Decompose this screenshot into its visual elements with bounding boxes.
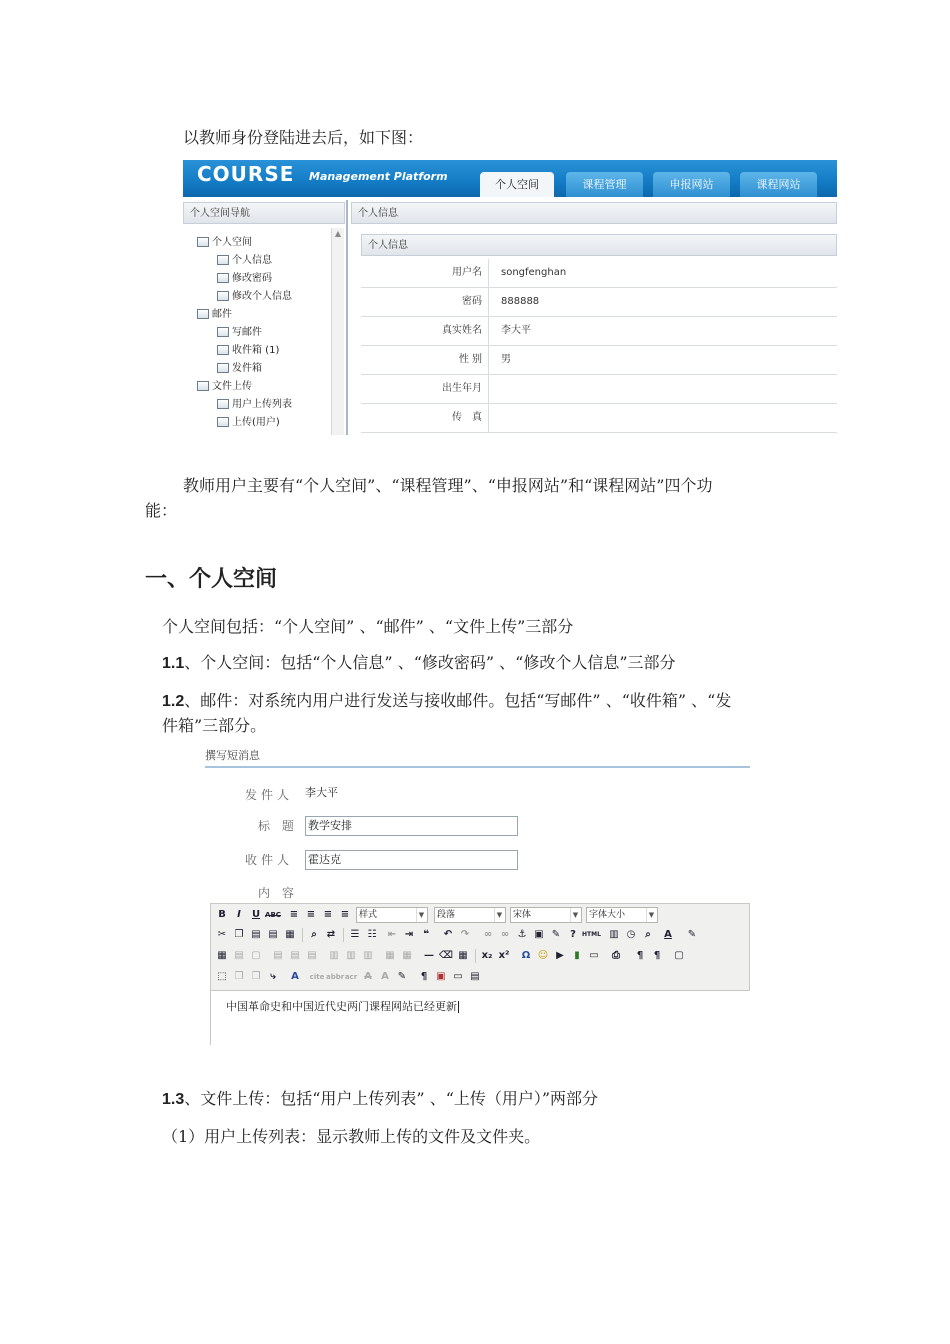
pagebreak-icon[interactable]: ▤ <box>470 971 480 982</box>
item-1-3-sub: （1）用户上传列表：显示教师上传的文件及文件夹。 <box>162 1127 541 1146</box>
field-value: 李大平 <box>501 325 531 336</box>
features-text-line1: 教师用户主要有“个人空间”、“课程管理”、“申报网站”和“课程网站”四个功 <box>183 476 713 495</box>
field-label: 传 真 <box>361 404 489 432</box>
item-number: 1.2 <box>162 693 185 710</box>
field-value: songfenghan <box>501 267 567 278</box>
styleprops-icon[interactable]: A <box>291 971 299 982</box>
tree-node-icon <box>217 291 229 301</box>
font-color-icon[interactable]: A <box>664 929 672 940</box>
dropdown-arrow-icon: ▼ <box>570 908 580 922</box>
tree-node-icon <box>217 345 229 355</box>
iespell-icon[interactable]: ▭ <box>589 950 599 961</box>
field-label: 密码 <box>361 288 489 316</box>
underline-icon[interactable]: U <box>251 909 261 920</box>
field-label: 真实姓名 <box>361 317 489 345</box>
info-row <box>361 259 837 288</box>
platform-banner <box>183 160 837 197</box>
subject-input[interactable]: 教学安排 <box>305 816 518 836</box>
layer-backward-icon[interactable]: ❐ <box>251 971 261 982</box>
blockquote-icon[interactable]: ❝ <box>423 929 429 940</box>
unlink-icon[interactable]: ∞ <box>500 929 510 940</box>
table-cell-icon[interactable]: ▢ <box>251 950 261 961</box>
item-1-2-line1: 1.2、邮件：对系统内用户进行发送与接收邮件。包括“写邮件” 、“收件箱” 、“发 <box>162 691 732 710</box>
tree-item[interactable]: 写邮件 <box>217 324 262 342</box>
info-row <box>361 288 837 317</box>
row-before-icon[interactable]: ▤ <box>273 950 283 961</box>
tree-node-icon <box>217 273 229 283</box>
special-char-icon[interactable]: Ω <box>521 950 531 961</box>
layer-insert-icon[interactable]: ⬚ <box>217 971 227 982</box>
cite-icon[interactable]: cite <box>309 973 325 981</box>
nav-panel-title: 个人空间导航 <box>183 202 345 224</box>
tree-item[interactable]: 个人信息 <box>217 252 272 270</box>
item-number: 1.1 <box>162 655 185 672</box>
compose-title: 撰写短消息 <box>205 749 260 762</box>
info-row <box>361 404 837 433</box>
align-justify-icon[interactable]: ≡ <box>340 909 350 920</box>
subject-label: 标 题 <box>258 819 298 833</box>
field-label: 出生年月 <box>361 375 489 403</box>
acronym-icon[interactable]: acr <box>344 973 358 981</box>
content-panel-title: 个人信息 <box>351 202 837 224</box>
align-center-icon[interactable]: ≡ <box>306 909 316 920</box>
help-icon[interactable]: ? <box>570 929 576 940</box>
layer-forward-icon[interactable]: ❐ <box>234 971 244 982</box>
rtl-icon[interactable]: ¶ <box>653 950 661 961</box>
html-icon[interactable]: HTML <box>582 931 601 938</box>
format-select[interactable]: 段落 ▼ <box>434 907 506 923</box>
paste-icon[interactable]: ▤ <box>251 929 261 940</box>
tree-item[interactable]: 收件箱 (1) <box>217 342 279 360</box>
style-select[interactable]: 样式 ▼ <box>356 907 428 923</box>
content-label: 内 容 <box>258 886 298 900</box>
col-after-icon[interactable]: ▥ <box>346 950 356 961</box>
recipient-input[interactable]: 霍达克 <box>305 850 518 870</box>
tree-node-icon <box>197 381 209 391</box>
ins-icon[interactable]: A <box>381 971 389 982</box>
del-icon[interactable]: A <box>364 971 372 982</box>
table-insert-icon[interactable]: ▦ <box>217 950 227 961</box>
tab-course-site[interactable]: 课程网站 <box>740 172 817 197</box>
find-icon[interactable]: ⌕ <box>311 929 317 940</box>
info-row <box>361 317 837 346</box>
intro-text: 以教师身份登陆进去后，如下图： <box>183 128 424 147</box>
tree-item[interactable]: 文件上传 <box>197 378 252 396</box>
delete-col-icon[interactable]: ▥ <box>363 950 373 961</box>
tree-node-icon <box>197 309 209 319</box>
tree-item[interactable]: 个人空间 <box>197 234 252 252</box>
numbered-list-icon[interactable]: ☷ <box>367 929 377 940</box>
tab-apply-site[interactable]: 申报网站 <box>653 172 730 197</box>
section-description: 个人空间包括：“个人空间” 、“邮件” 、“文件上传”三部分 <box>162 617 574 636</box>
tree-node-icon <box>217 363 229 373</box>
align-right-icon[interactable]: ≡ <box>323 909 333 920</box>
editor-content-area[interactable] <box>210 991 750 1045</box>
remove-format-icon[interactable]: ⌫ <box>438 950 454 961</box>
scroll-up-icon[interactable]: ▲ <box>334 229 342 238</box>
text-caret <box>458 1001 459 1013</box>
highlight-icon[interactable]: ✎ <box>687 929 697 940</box>
template-icon[interactable]: ▭ <box>453 971 463 982</box>
dropdown-arrow-icon: ▼ <box>416 908 426 922</box>
bullet-list-icon[interactable]: ☰ <box>350 929 360 940</box>
image-icon[interactable]: ▣ <box>534 929 544 940</box>
bold-icon[interactable]: B <box>218 909 226 920</box>
tree-item[interactable]: 发件箱 <box>217 360 262 378</box>
nav-scrollbar[interactable] <box>331 228 344 435</box>
anchor-icon[interactable]: ⚓ <box>517 929 527 940</box>
indent-icon[interactable]: ⇥ <box>404 929 414 940</box>
col-before-icon[interactable]: ▥ <box>329 950 339 961</box>
info-section-title: 个人信息 <box>361 234 837 256</box>
panel-divider <box>346 200 348 435</box>
title-underline <box>205 766 750 768</box>
size-select[interactable]: 字体大小 ▼ <box>586 907 658 923</box>
platform-screenshot <box>183 160 837 435</box>
sender-value: 李大平 <box>305 786 338 799</box>
tree-node-icon <box>217 327 229 337</box>
split-cells-icon[interactable]: ▦ <box>385 950 395 961</box>
recipient-label: 收件人 <box>245 853 294 867</box>
redo-icon[interactable]: ↷ <box>460 929 470 940</box>
item-number: 1.3 <box>162 1091 185 1108</box>
font-select[interactable]: 宋体 ▼ <box>510 907 582 923</box>
item-1-1: 1.1、个人空间：包括“个人信息” 、“修改密码” 、“修改个人信息”三部分 <box>162 653 676 672</box>
tree-item[interactable]: 用户上传列表 <box>217 396 292 414</box>
cleanup-icon[interactable]: ✎ <box>551 929 561 940</box>
date-icon[interactable]: ▥ <box>609 929 619 940</box>
tree-item[interactable]: 修改个人信息 <box>217 288 292 306</box>
fullscreen-icon[interactable]: ▢ <box>674 950 684 961</box>
sender-label: 发件人 <box>245 788 294 802</box>
absolute-icon[interactable]: ⤷ <box>270 971 276 982</box>
visual-chars-icon[interactable]: ¶ <box>420 971 428 982</box>
editor-toolbar <box>210 903 750 991</box>
italic-icon[interactable]: I <box>237 909 241 920</box>
replace-icon[interactable]: ⇄ <box>326 929 336 940</box>
tree-item[interactable]: 上传(用户) <box>217 414 280 432</box>
logo-sub: Management Platform <box>309 170 448 183</box>
save-icon[interactable]: ▮ <box>574 950 580 961</box>
paste-word-icon[interactable]: ▦ <box>285 929 295 940</box>
delete-row-icon[interactable]: ▤ <box>307 950 317 961</box>
item-1-2-line2: 件箱”三部分。 <box>162 716 267 735</box>
field-value: 888888 <box>501 296 540 307</box>
logo-main: COURSE <box>197 162 295 186</box>
tree-node-icon <box>217 255 229 265</box>
horizontal-rule-icon[interactable]: — <box>424 950 434 961</box>
field-value: 男 <box>501 354 511 365</box>
table-row-icon[interactable]: ▤ <box>234 950 244 961</box>
paste-text-icon[interactable]: ▤ <box>268 929 278 940</box>
tab-course-management[interactable]: 课程管理 <box>566 172 643 197</box>
info-row <box>361 375 837 404</box>
abbr-icon[interactable]: abbr <box>326 973 345 981</box>
compose-screenshot <box>205 745 750 1045</box>
editor-text[interactable]: 中国革命史和中国近代史两门课程网站已经更新 <box>226 1000 457 1013</box>
ltr-icon[interactable]: ¶ <box>636 950 644 961</box>
tree-item[interactable]: 邮件 <box>197 306 232 324</box>
link-icon[interactable]: ∞ <box>483 929 493 940</box>
dropdown-arrow-icon: ▼ <box>646 908 656 922</box>
outdent-icon[interactable]: ⇤ <box>387 929 397 940</box>
align-left-icon[interactable]: ≡ <box>289 909 299 920</box>
preview-icon[interactable]: ⌕ <box>645 929 651 940</box>
tree-node-icon <box>197 237 209 247</box>
undo-icon[interactable]: ↶ <box>443 929 453 940</box>
attribs-icon[interactable]: ✎ <box>397 971 407 982</box>
media-icon[interactable]: ▶ <box>556 950 564 961</box>
subscript-icon[interactable]: x₂ <box>481 950 493 961</box>
field-label: 性 别 <box>361 346 489 374</box>
item-1-3: 1.3、文件上传：包括“用户上传列表” 、“上传（用户）”两部分 <box>162 1089 599 1108</box>
superscript-icon[interactable]: x² <box>498 950 510 961</box>
field-label: 用户名 <box>361 259 489 287</box>
tree-item[interactable]: 修改密码 <box>217 270 272 288</box>
tab-personal-space[interactable]: 个人空间 <box>480 172 554 197</box>
cut-icon[interactable]: ✂ <box>217 929 227 940</box>
row-after-icon[interactable]: ▤ <box>290 950 300 961</box>
time-icon[interactable]: ◷ <box>626 929 636 940</box>
merge-cells-icon[interactable]: ▦ <box>402 950 412 961</box>
print-icon[interactable]: ⎙ <box>612 950 620 961</box>
emoticon-icon[interactable]: ☺ <box>537 950 549 961</box>
visual-aid-icon[interactable]: ▦ <box>458 950 468 961</box>
features-text-line2: 能： <box>145 501 178 520</box>
info-row <box>361 346 837 375</box>
nonbreaking-icon[interactable]: ▣ <box>436 971 446 982</box>
tree-node-icon <box>217 417 229 427</box>
section-heading: 一、个人空间 <box>145 567 278 592</box>
copy-icon[interactable]: ❐ <box>234 929 244 940</box>
dropdown-arrow-icon: ▼ <box>494 908 504 922</box>
strikethrough-icon[interactable]: ABC <box>265 911 281 919</box>
tree-node-icon <box>217 399 229 409</box>
